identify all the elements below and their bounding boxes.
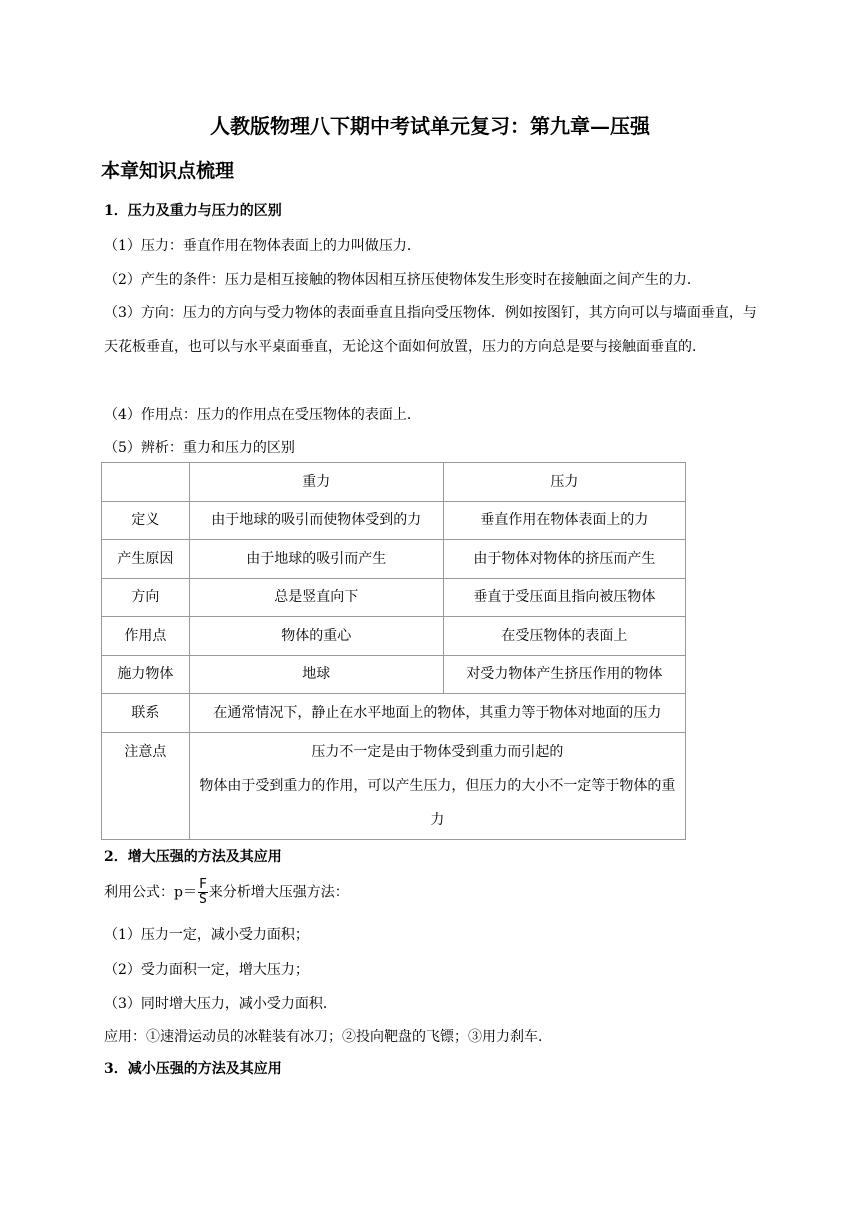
table-row [102, 655, 686, 694]
table-row [102, 540, 686, 579]
table-row-label: 定义 [102, 501, 190, 540]
gravity-pressure-table [101, 462, 686, 840]
formula-prefix: 利用公式：p＝ [104, 884, 197, 901]
table-row [102, 501, 686, 540]
table-row-label: 注意点 [102, 732, 190, 839]
paragraph-comparison-intro: （5）辨析：重力和压力的区别 [104, 440, 295, 456]
table-cell: 在受压物体的表面上 [443, 617, 685, 656]
table-row-label: 联系 [102, 694, 190, 733]
table-row-label: 产生原因 [102, 540, 190, 579]
table-row-note [102, 732, 686, 839]
formula-suffix: 来分析增大压强方法： [208, 884, 349, 901]
table-cell: 总是竖直向下 [189, 578, 443, 617]
note-line-1: 压力不一定是由于物体受到重力而引起的 [311, 743, 564, 760]
table-row-relation [102, 694, 686, 733]
table-cell: 由于地球的吸引而产生 [189, 540, 443, 579]
table-cell-merged [189, 732, 685, 839]
fraction-denominator: S [198, 892, 207, 907]
table-row-label: 作用点 [102, 617, 190, 656]
table-cell: 垂直于受压面且指向被压物体 [443, 578, 685, 617]
table-cell: 由于物体对物体的挤压而产生 [443, 540, 685, 579]
formula-line [104, 878, 349, 907]
table-row [102, 617, 686, 656]
subsection-2-heading: 2．增大压强的方法及其应用 [104, 849, 282, 865]
paragraph-pressure-condition: （2）产生的条件：压力是相互接触的物体因相互挤压使物体发生形变时在接触面之间产生的力． [104, 272, 701, 288]
table-cell: 垂直作用在物体表面上的力 [443, 501, 685, 540]
method-item: （1）压力一定，减小受力面积； [104, 927, 309, 943]
paragraph-pressure-direction: （3）方向：压力的方向与受力物体的表面垂直且指向受压物体．例如按图钉，其方向可以与墙面垂直，与天花板垂直，也可以与水平桌面垂直，无论这个面如何放置，压力的方向总是要与接触面垂直的． [104, 305, 757, 355]
table-row [102, 578, 686, 617]
table-cell: 物体的重心 [189, 617, 443, 656]
table-cell: 地球 [189, 655, 443, 694]
pressure-fraction [198, 878, 208, 907]
method-item: （2）受力面积一定，增大压力； [104, 962, 309, 978]
table-cell: 由于地球的吸引而使物体受到的力 [189, 501, 443, 540]
paragraph-pressure-definition: （1）压力：垂直作用在物体表面上的力叫做压力． [104, 238, 421, 254]
table-header-cell: 重力 [189, 463, 443, 502]
section-heading: 本章知识点梳理 [101, 160, 235, 182]
subsection-3-heading: 3．减小压强的方法及其应用 [104, 1061, 282, 1077]
table-header-cell: 压力 [443, 463, 685, 502]
table-row-label: 方向 [102, 578, 190, 617]
table-cell: 对受力物体产生挤压作用的物体 [443, 655, 685, 694]
subsection-1-heading: 1．压力及重力与压力的区别 [104, 203, 282, 219]
paragraph-pressure-point: （4）作用点：压力的作用点在受压物体的表面上． [104, 407, 421, 423]
application-line: 应用：①速滑运动员的冰鞋装有冰刀；②投向靶盘的飞镖；③用力刹车． [104, 1029, 552, 1045]
table-header-cell [102, 463, 190, 502]
table-row-label: 施力物体 [102, 655, 190, 694]
document-title: 人教版物理八下期中考试单元复习：第九章—压强 [210, 114, 650, 138]
table-cell-merged: 在通常情况下，静止在水平地面上的物体，其重力等于物体对地面的压力 [189, 694, 685, 733]
fraction-numerator: F [198, 877, 207, 892]
method-item: （3）同时增大压力，减小受力面积． [104, 996, 337, 1012]
table-header-row [102, 463, 686, 502]
note-line-2: 物体由于受到重力的作用，可以产生压力，但压力的大小不一定等于物体的重力 [199, 777, 676, 828]
